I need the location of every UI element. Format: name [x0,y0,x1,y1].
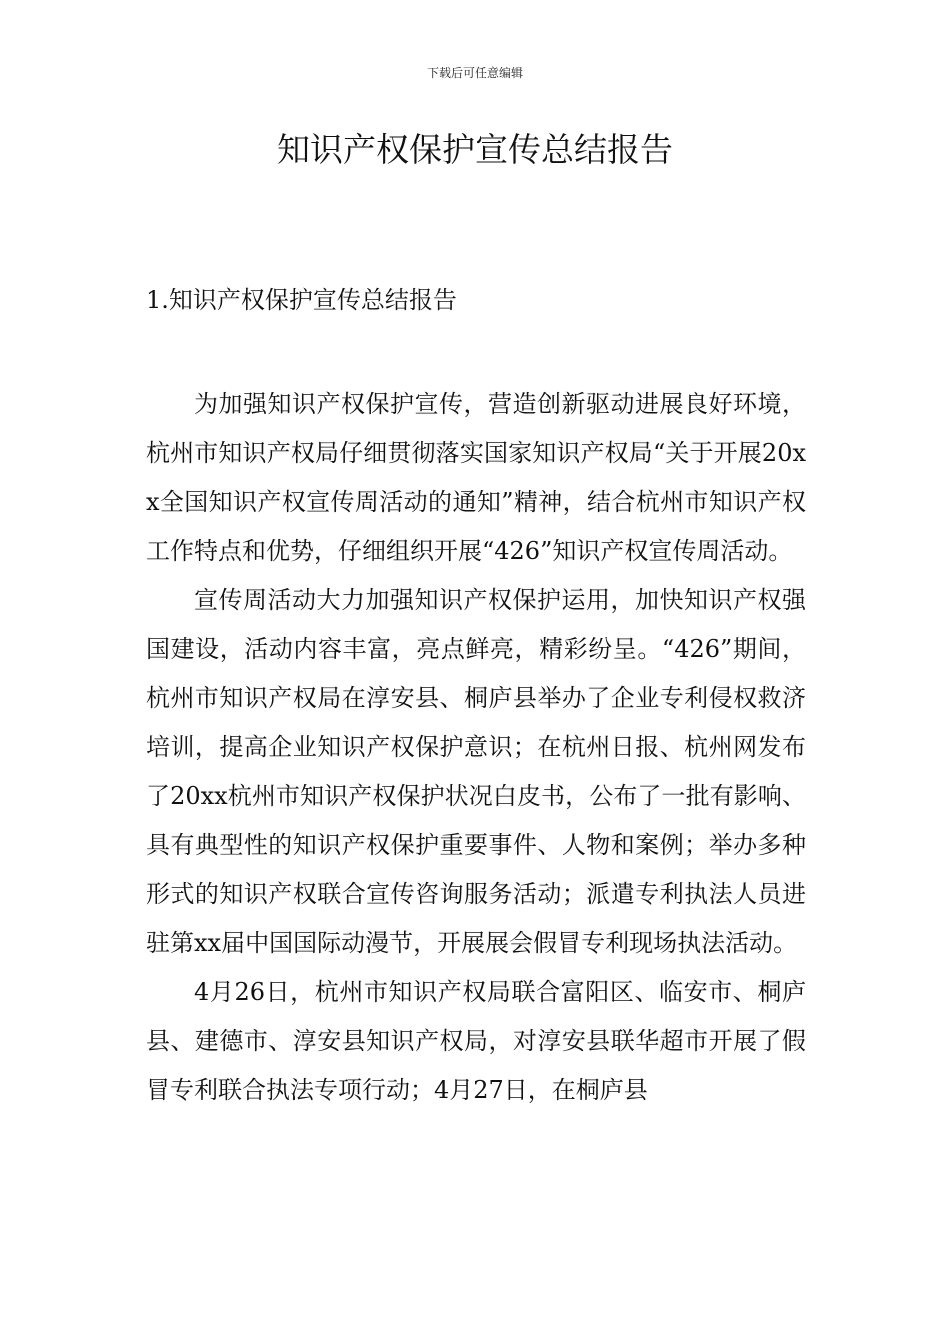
page-header-note: 下载后可任意编辑 [426,66,523,80]
paragraph-3: 4月26日，杭州市知识产权局联合富阳区、临安市、桐庐县、建德市、淳安县知识产权局，对淳安县联华超市开展了假冒专利联合执法专项行动；4月27日，在桐庐县 [146,978,806,1104]
paragraph-2: 宣传周活动大力加强知识产权保护运用，加快知识产权强国建设，活动内容丰富，亮点鲜亮，精彩纷呈。“426”期间，杭州市知识产权局在淳安县、桐庐县举办了企业专利侵权救济培训，提高企业知识产权保护意识；在杭州日报、杭州网发布了20xx杭州市知识产权保护状况白皮书，公布了一批有影响、具有典型性的知识产权保护重要事件、人物和案例；举办多种形式的知识产权联合宣传咨询服务活动；派遣专利执法人员进驻第xx届中国国际动漫节，开展展会假冒专利现场执法活动。 [146,586,806,957]
document-body [146,380,806,1115]
document-title: 知识产权保护宣传总结报告 [277,130,673,169]
paragraph-1: 为加强知识产权保护宣传，营造创新驱动进展良好环境，杭州市知识产权局仔细贯彻落实国家知识产权局“关于开展20xx全国知识产权宣传周活动的通知”精神，结合杭州市知识产权工作特点和优势，仔细组织开展“426”知识产权宣传周活动。 [146,390,806,565]
section-heading: 1.知识产权保护宣传总结报告 [146,286,457,314]
